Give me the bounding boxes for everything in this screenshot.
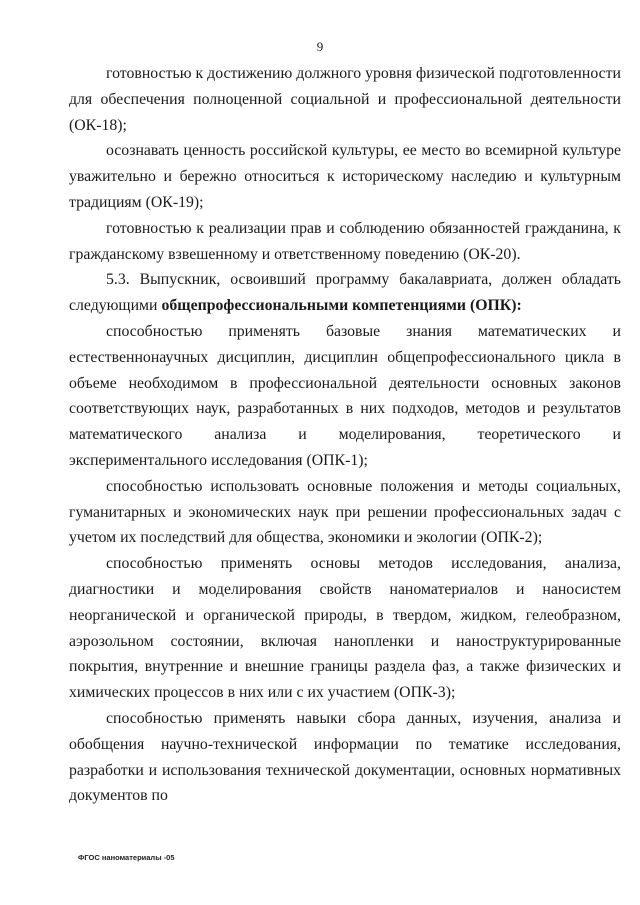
document-footer: ФГОС наноматериалы -05 xyxy=(78,853,175,862)
paragraph-opk-4-partial: способностью применять навыки сбора данных, изучения, анализа и обобщения научно-технической информации по тематике исследования, разработки и использования технической документации, основных нормативных документов по xyxy=(69,709,621,805)
paragraph-opk-3: способностью применять основы методов исследования, анализа, диагностики и моделирования свойств наноматериалов и наносистем неорганической и органической природы, в твердом, жидком, гелеобразном, аэрозольном состоянии, включая нанопленки и наноструктурированные покрытия, внутренние и внешние границы раздела фаз, а также физических и химических процессов в них или с их участием (ОПК-3); xyxy=(69,555,621,702)
section-bold-term: общепрофессиональными компетенциями (ОПК): xyxy=(161,297,522,315)
section-5-3-heading xyxy=(69,267,621,319)
paragraph-opk-1: способностью применять базовые знания математических и естественнонаучных дисциплин, дисциплин общепрофессионального цикла в объеме необходимом в профессиональной деятельности основных законов соответствующих наук, разработанных в них подходов, методов и результатов математического анализа и моделирования, теоретического и экспериментального исследования (ОПК-1); xyxy=(69,322,621,469)
page-number: 9 xyxy=(316,39,324,54)
paragraph-ok-18: готовностью к достижению должного уровня физической подготовленности для обеспечения полноценной социальной и профессиональной деятельности (ОК-18); xyxy=(69,65,621,134)
section-intro-text: 5.3. Выпускник, освоивший программу бакалавриата, должен обладать следующими xyxy=(69,271,621,315)
paragraph-ok-20: готовностью к реализации прав и соблюдению обязанностей гражданина, к гражданскому взвешенному и ответственному поведению (ОК-20). xyxy=(69,219,621,263)
document-body xyxy=(69,61,621,809)
paragraph-ok-19: осознавать ценность российской культуры, ее место во всемирной культуре уважительно и бережно относиться к историческому наследию и культурным традициям (ОК-19); xyxy=(69,142,621,211)
paragraph-opk-2: способностью использовать основные положения и методы социальных, гуманитарных и экономических наук при решении профессиональных задач с учетом их последствий для общества, экономики и экологии (ОПК-2); xyxy=(69,477,621,547)
